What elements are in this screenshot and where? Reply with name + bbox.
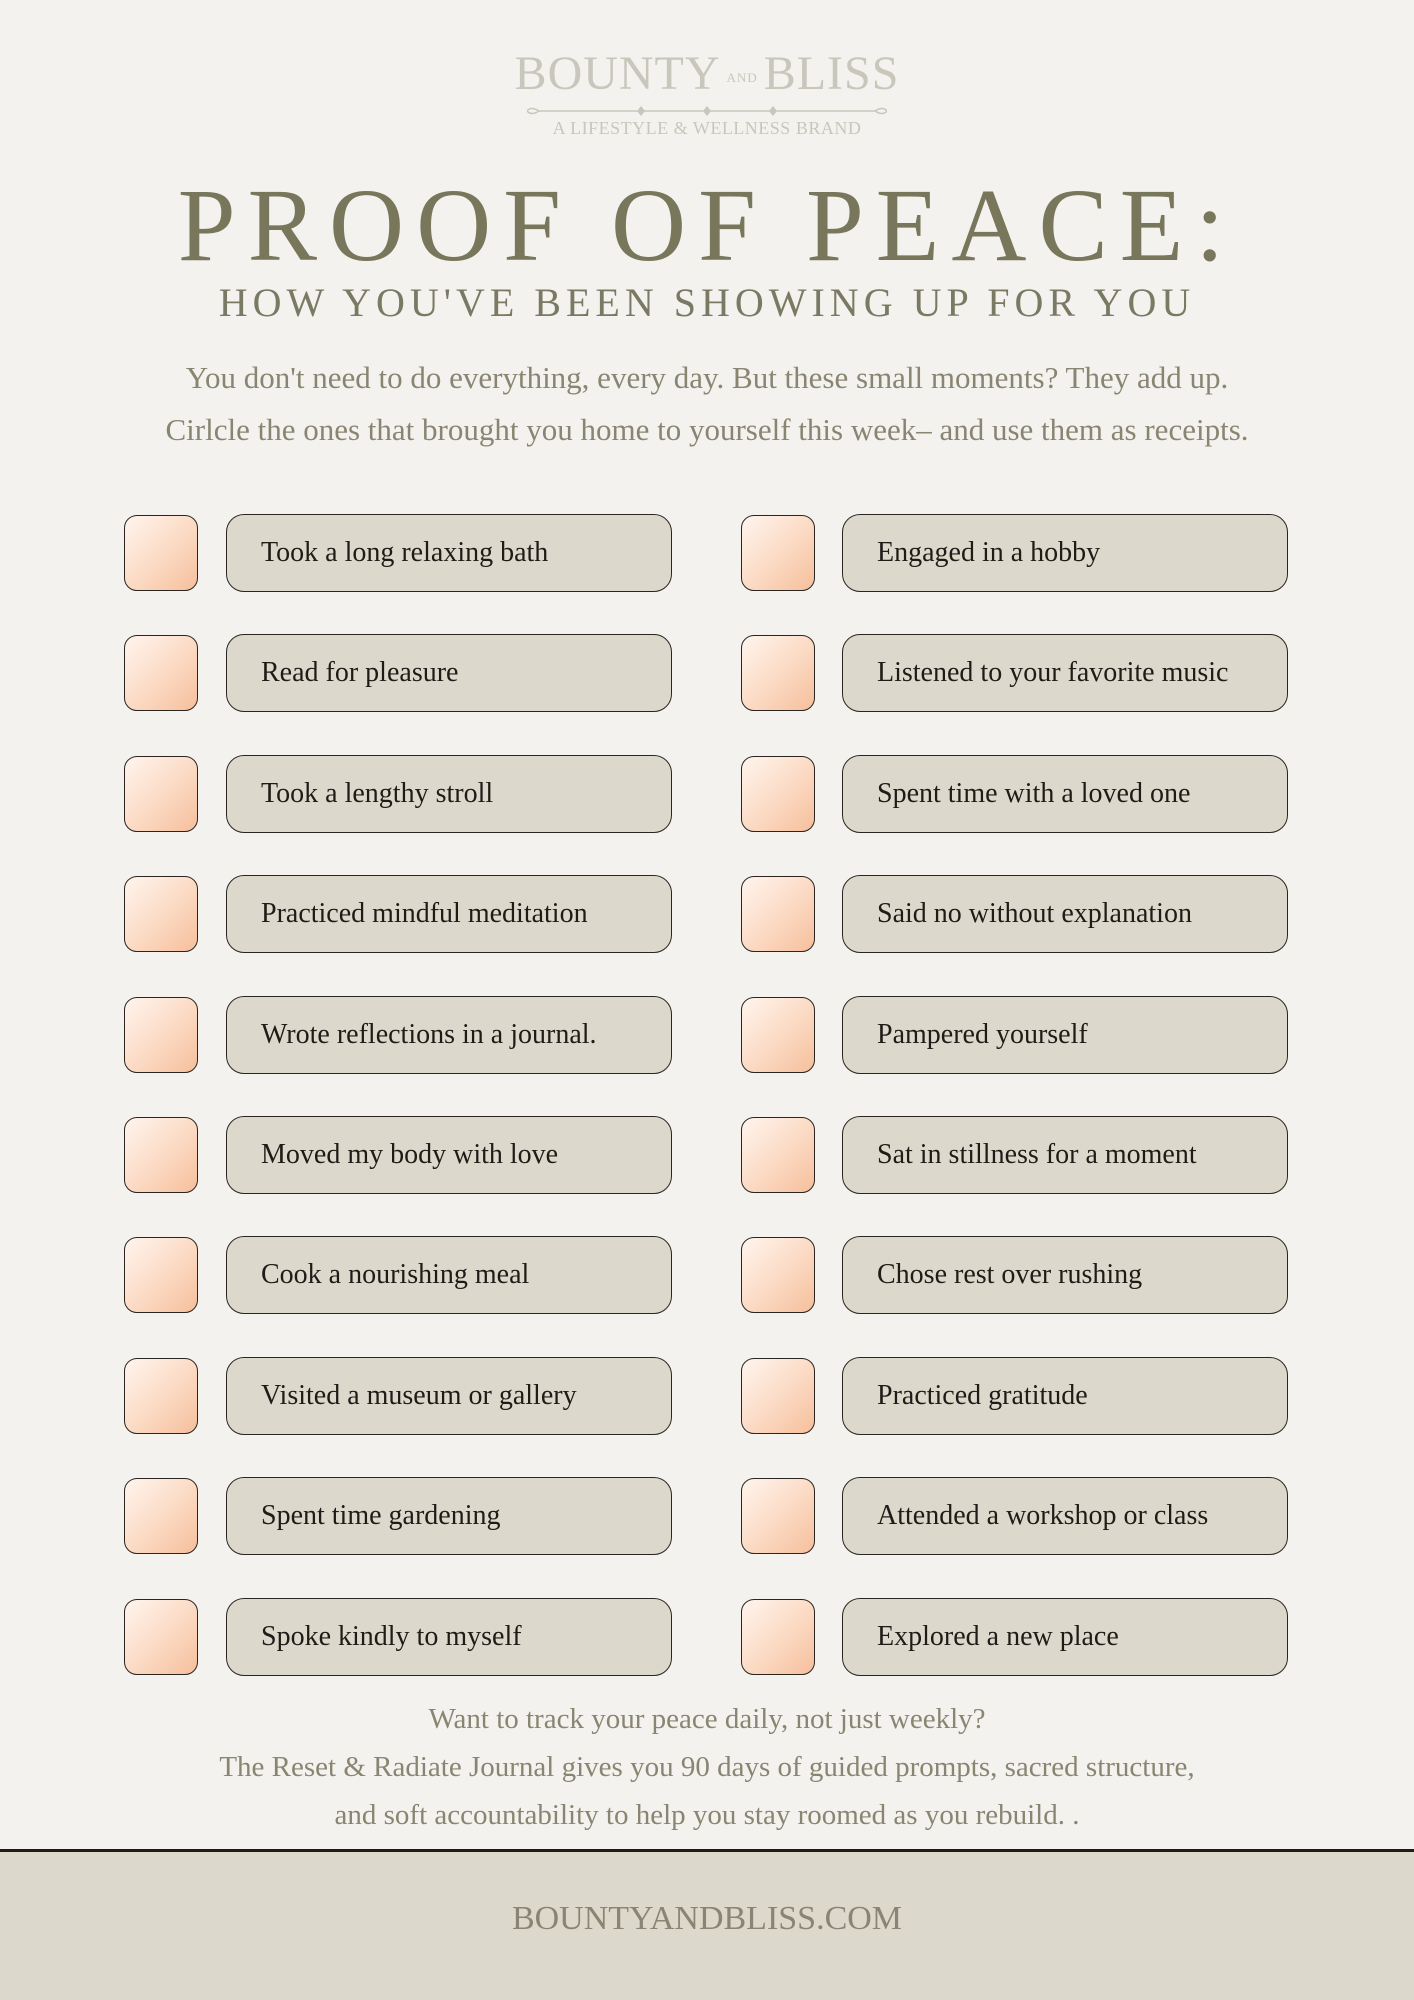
checklist-item-left-3: Took a lengthy stroll (226, 755, 672, 833)
checklist-item-right-10: Explored a new place (842, 1598, 1288, 1676)
checkbox-right-3[interactable] (741, 756, 815, 832)
brand-name-right: BLISS (763, 47, 900, 100)
footer-line-3: and soft accountability to help you stay roomed as you rebuild. . (334, 1799, 1080, 1831)
checkbox-left-10[interactable] (124, 1599, 198, 1675)
checklist-item-left-6: Moved my body with love (226, 1116, 672, 1194)
brand-logo (0, 48, 1414, 138)
checkbox-right-9[interactable] (741, 1478, 815, 1554)
checkbox-right-6[interactable] (741, 1117, 815, 1193)
checklist-item-left-7: Cook a nourishing meal (226, 1236, 672, 1314)
checkbox-right-4[interactable] (741, 876, 815, 952)
checklist-item-right-6: Sat in stillness for a moment (842, 1116, 1288, 1194)
brand-name (0, 48, 1414, 104)
checkbox-right-7[interactable] (741, 1237, 815, 1313)
checklist-item-right-1: Engaged in a hobby (842, 514, 1288, 592)
checklist-item-left-5: Wrote reflections in a journal. (226, 996, 672, 1074)
checklist-item-left-10: Spoke kindly to myself (226, 1598, 672, 1676)
checklist-item-right-2: Listened to your favorite music (842, 634, 1288, 712)
intro-text (0, 352, 1414, 456)
brand-name-left: BOUNTY (514, 47, 721, 100)
checklist-item-left-2: Read for pleasure (226, 634, 672, 712)
checklist-item-right-7: Chose rest over rushing (842, 1236, 1288, 1314)
checklist-item-right-3: Spent time with a loved one (842, 755, 1288, 833)
footer-line-1: Want to track your peace daily, not just weekly? (428, 1703, 986, 1735)
checklist-item-left-1: Took a long relaxing bath (226, 514, 672, 592)
brand-name-and: AND (726, 69, 758, 85)
footer-url[interactable]: BOUNTYANDBLISS.COM (511, 1900, 903, 1937)
checkbox-right-5[interactable] (741, 997, 815, 1073)
checkbox-right-2[interactable] (741, 635, 815, 711)
intro-line-1: You don't need to do everything, every day. But these small moments? They add up. (185, 360, 1229, 395)
checkbox-left-3[interactable] (124, 756, 198, 832)
checkbox-left-2[interactable] (124, 635, 198, 711)
checkbox-left-9[interactable] (124, 1478, 198, 1554)
footer-line-2: The Reset & Radiate Journal gives you 90 days of guided prompts, sacred structure, (219, 1751, 1195, 1783)
footer-promo (0, 1695, 1414, 1839)
checkbox-left-5[interactable] (124, 997, 198, 1073)
page-subtitle: HOW YOU'VE BEEN SHOWING UP FOR YOU (218, 280, 1196, 325)
checkbox-right-8[interactable] (741, 1358, 815, 1434)
checklist-item-right-5: Pampered yourself (842, 996, 1288, 1074)
checklist-item-left-9: Spent time gardening (226, 1477, 672, 1555)
checkbox-left-7[interactable] (124, 1237, 198, 1313)
brand-ornament (527, 104, 887, 118)
checkbox-left-4[interactable] (124, 876, 198, 952)
checklist-item-right-8: Practiced gratitude (842, 1357, 1288, 1435)
checkbox-left-1[interactable] (124, 515, 198, 591)
page-title: PROOF OF PEACE: (177, 168, 1237, 283)
checklist-item-right-4: Said no without explanation (842, 875, 1288, 953)
intro-line-2: Cirlcle the ones that brought you home to yourself this week– and use them as receipts. (165, 412, 1249, 447)
checkbox-right-10[interactable] (741, 1599, 815, 1675)
checkbox-left-8[interactable] (124, 1358, 198, 1434)
checkbox-right-1[interactable] (741, 515, 815, 591)
checklist-item-left-8: Visited a museum or gallery (226, 1357, 672, 1435)
brand-tagline: A LIFESTYLE & WELLNESS BRAND (552, 117, 862, 138)
checkbox-left-6[interactable] (124, 1117, 198, 1193)
checklist-item-right-9: Attended a workshop or class (842, 1477, 1288, 1555)
checklist-item-left-4: Practiced mindful meditation (226, 875, 672, 953)
